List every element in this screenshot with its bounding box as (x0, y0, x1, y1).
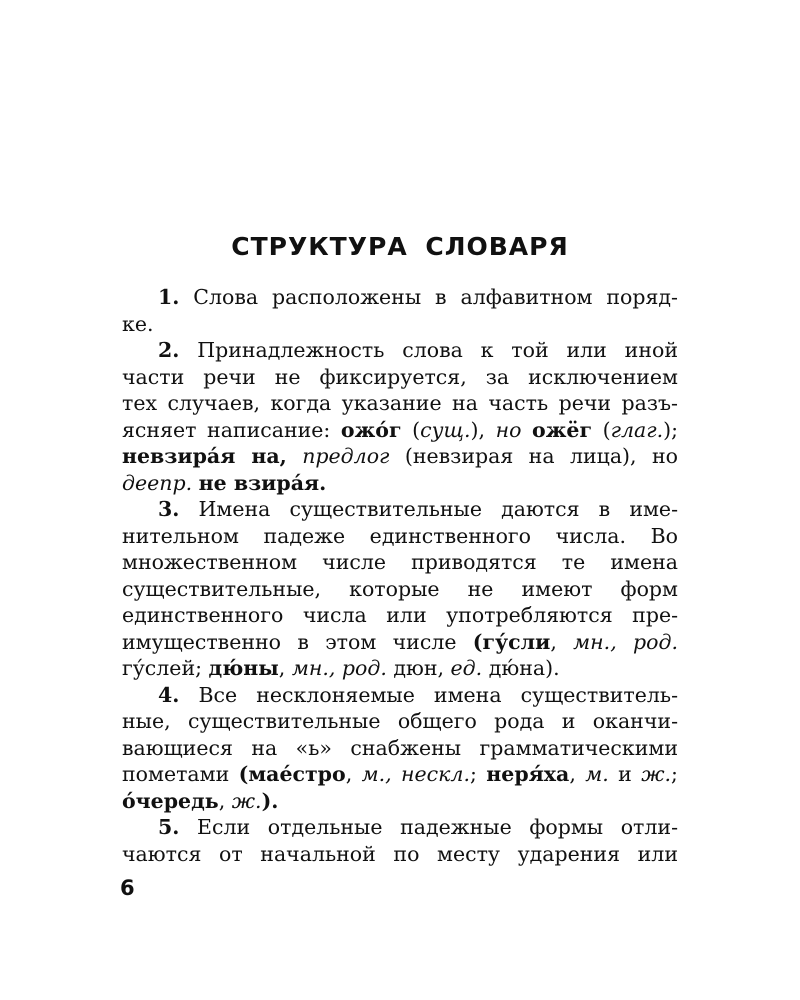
text-segment: ); (663, 417, 679, 442)
text-segment: вающиеся на «ь» снабжены грамматическими (122, 735, 678, 760)
text-line (122, 788, 678, 815)
text-segment: , (345, 762, 362, 786)
text-segment: ные, существительные общего рода и оканчи- (122, 709, 678, 733)
italic-text: ж. (641, 762, 672, 786)
bold-text: 4. (158, 682, 180, 707)
text-line (122, 655, 678, 682)
italic-text: сущ. (420, 417, 471, 442)
italic-text: мн., род. (573, 629, 678, 654)
text-line (122, 284, 678, 311)
text-line (122, 761, 678, 788)
bold-text: неря́ха (486, 762, 570, 786)
text-segment (287, 444, 302, 468)
page-number: 6 (120, 876, 135, 900)
text-segment: ; (469, 762, 487, 786)
text-line (122, 311, 678, 338)
text-segment: дюн, (386, 656, 451, 680)
text-line (122, 523, 678, 550)
text-segment: (невзирая на лица), но (389, 444, 678, 468)
bold-text: ожёг (532, 417, 593, 442)
text-segment: Все несклоняемые имена существитель- (179, 682, 678, 707)
italic-text: глаг. (610, 417, 664, 442)
italic-text: но (495, 417, 522, 442)
text-segment: ), (470, 417, 496, 442)
text-segment: и (608, 762, 642, 786)
bold-text: 3. (158, 497, 180, 521)
text-segment: Если отдельные падежные формы отли- (179, 815, 678, 839)
text-segment: Принадлежность слова к той или иной (179, 338, 678, 362)
text-segment: дю́на). (482, 656, 560, 680)
italic-text: предлог (302, 444, 390, 468)
bold-text: 2. (158, 338, 180, 362)
bold-text: о́чередь (122, 788, 219, 813)
page-title: СТРУКТУРА СЛОВАРЯ (231, 232, 569, 261)
bold-text: (мае́стро (238, 762, 346, 786)
text-line (122, 841, 678, 868)
text-segment: имущественно в этом числе (122, 629, 473, 654)
bold-text: ). (261, 788, 279, 813)
text-line (122, 682, 678, 709)
text-segment: ; (671, 762, 678, 786)
text-segment: , (278, 656, 292, 680)
italic-text: м. (585, 762, 609, 786)
bold-text: дю́ны (208, 656, 279, 680)
bold-text: невзира́я на, (122, 444, 287, 468)
text-segment: , (550, 629, 574, 654)
text-line (122, 470, 678, 497)
text-line (122, 390, 678, 417)
text-segment: , (569, 762, 586, 786)
text-segment: тех случаев, когда указание на часть речи разъ- (122, 391, 678, 415)
bold-text: 5. (158, 815, 180, 839)
text-line (122, 708, 678, 735)
text-line (122, 735, 678, 762)
text-segment (521, 418, 532, 442)
bold-text: 1. (158, 285, 180, 309)
italic-text: м., нескл. (361, 762, 470, 786)
text-segment: пометами (122, 762, 239, 786)
text-line (122, 496, 678, 523)
text-line (122, 814, 678, 841)
text-segment: ке. (122, 311, 154, 336)
text-segment: гу́слей; (122, 656, 209, 680)
italic-text: деепр. (122, 470, 193, 495)
text-segment: Слова расположены в алфавитном поряд- (179, 285, 678, 309)
text-line (122, 337, 678, 364)
text-segment: ( (592, 417, 611, 442)
text-segment: существительные, которые не имеют форм (122, 576, 678, 601)
text-line (122, 364, 678, 391)
italic-text: мн., род. (291, 656, 387, 680)
text-segment: , (218, 788, 232, 813)
text-segment: ясняет написание: (122, 417, 341, 442)
text-segment: части речи не фиксируется, за исключением (122, 364, 678, 389)
text-line (122, 602, 678, 629)
text-line (122, 629, 678, 656)
dictionary-structure-text (122, 284, 678, 867)
text-segment: ( (401, 417, 421, 442)
bold-text: ожо́г (340, 417, 402, 442)
italic-text: ж. (231, 788, 262, 813)
bold-text: не взира́я. (198, 470, 327, 495)
bold-text: (гу́сли (472, 629, 551, 654)
text-segment: нительном падеже единственного числа. Во (122, 523, 678, 548)
text-segment: множественном числе приводятся те имена (122, 550, 678, 574)
text-line (122, 576, 678, 603)
text-segment: Имена существительные даются в име- (179, 497, 678, 521)
text-line (122, 417, 678, 444)
text-segment: чаются от начальной по месту ударения или (122, 841, 678, 866)
text-segment: единственного числа или употребляются пре- (122, 603, 678, 627)
italic-text: ед. (450, 656, 483, 680)
text-line (122, 443, 678, 470)
text-line (122, 549, 678, 576)
